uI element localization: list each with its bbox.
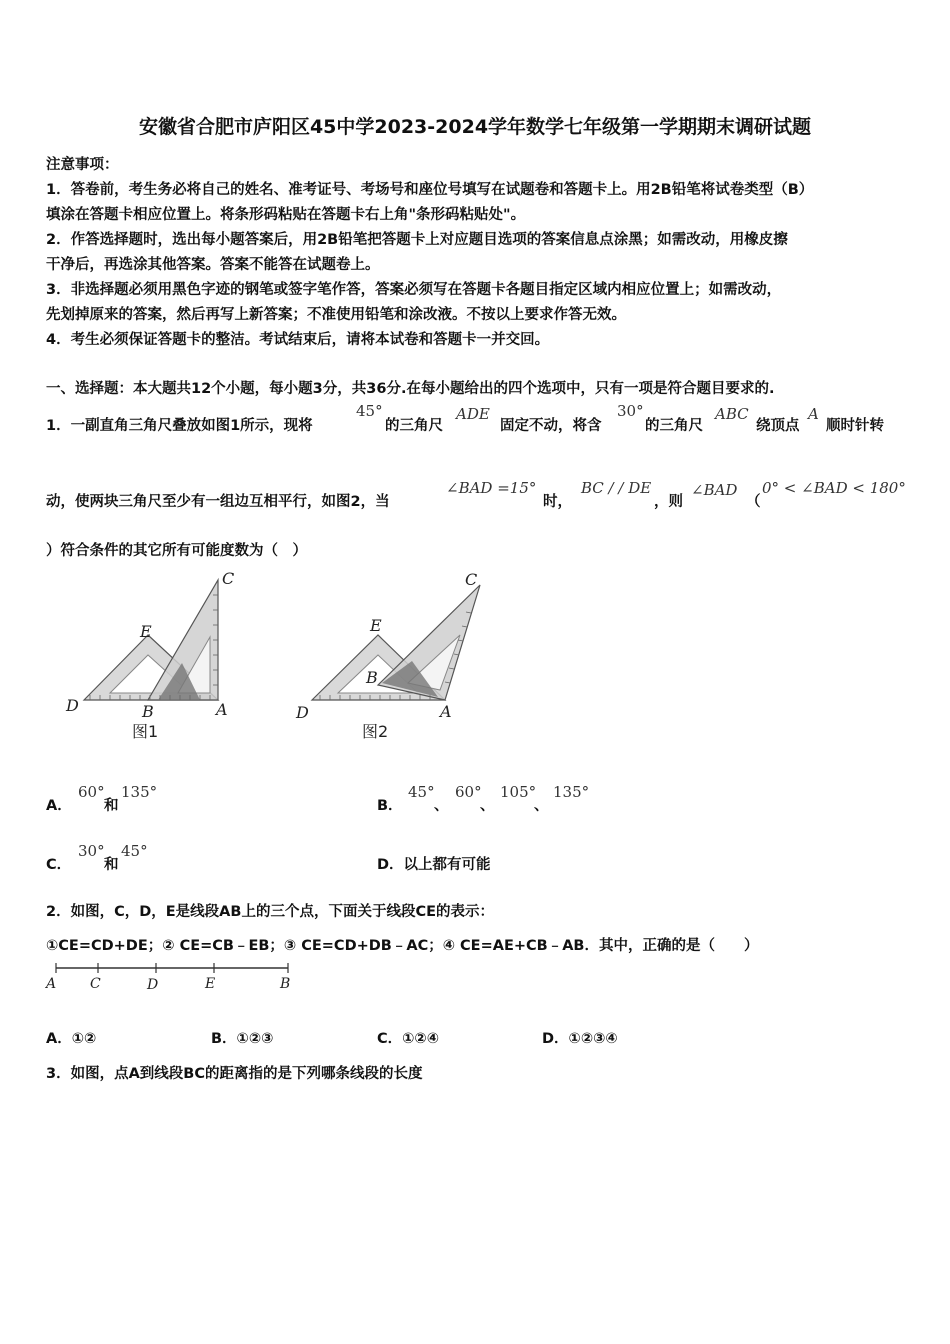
fig1-label-d: D <box>66 696 79 715</box>
q1-option-a-mid: 和 <box>104 798 119 814</box>
figure-2 <box>290 565 500 745</box>
q1-option-c-label: C． <box>46 857 72 873</box>
fig2-label-a: A <box>440 702 452 721</box>
seg-label-d: D <box>147 977 159 993</box>
q1-option-a-v2: 135° <box>121 783 158 801</box>
seg-label-e: E <box>205 976 216 992</box>
notes-line-4: 干净后，再选涂其他答案。答案不能答在试题卷上。 <box>46 257 380 273</box>
q1-math-ade: ADE <box>456 405 490 423</box>
seg-label-b: B <box>280 976 291 992</box>
q1-math-bcde: BC / / DE <box>581 479 652 497</box>
q1-option-c-mid: 和 <box>104 857 119 873</box>
q1-math-abc: ABC <box>715 405 749 423</box>
notes-line-7: 4．考生必须保证答题卡的整洁。考试结束后，请将本试卷和答题卡一并交回。 <box>46 332 550 348</box>
fig1-label-b: B <box>142 702 154 721</box>
q1-text-2c: ，则 <box>654 494 683 510</box>
fig2-label-e: E <box>370 616 382 635</box>
q1-option-b-v2: 60° <box>455 783 482 801</box>
fig2-label-d: D <box>296 703 309 722</box>
notes-line-1: 1．答卷前，考生务必将自己的姓名、准考证号、考场号和座位号填写在试题卷和答题卡上。用2B铅笔将试卷类型（B） <box>46 182 814 198</box>
q2-option-d: D．①②③④ <box>542 1031 618 1047</box>
q2-segment-figure <box>42 958 302 994</box>
q1-option-b-v1: 45° <box>408 783 435 801</box>
q1-math-30: 30° <box>617 402 644 420</box>
q1-text-1e: 绕顶点 <box>756 418 800 434</box>
q1-text-1d: 的三角尺 <box>645 418 703 434</box>
q1-option-b-label: B． <box>377 798 403 814</box>
notes-heading: 注意事项： <box>46 157 119 173</box>
q1-option-c-v2: 45° <box>121 842 148 860</box>
q1-text-1f: 顺时针转 <box>826 418 884 434</box>
fig2-caption: 图2 <box>362 722 389 741</box>
fig2-label-c: C <box>465 570 478 589</box>
q1-text-1b: 的三角尺 <box>385 418 443 434</box>
notes-line-5: 3．非选择题必须用黑色字迹的钢笔或签字笔作答，答案必须写在答题卡各题目指定区域内相应位置上；如需改动， <box>46 282 782 298</box>
q1-option-b-s3: 、 <box>534 798 549 814</box>
q2-option-c: C．①②④ <box>377 1031 439 1047</box>
q1-text-2a: 动，使两块三角尺至少有一组边互相平行，如图2，当 <box>46 494 390 510</box>
q1-math-range: 0° < ∠BAD < 180° <box>762 479 906 497</box>
q2-stem: 2．如图，C，D，E是线段AB上的三个点，下面关于线段CE的表示： <box>46 904 494 920</box>
q1-option-b-s2: 、 <box>480 798 495 814</box>
q2-items: ①CE=CD+DE；② CE=CB﹣EB；③ CE=CD+DB﹣AC；④ CE=AE+CB﹣AB．其中，正确的是（ ） <box>46 938 759 954</box>
fig2-label-b: B <box>366 668 378 687</box>
q2-option-a: A．①② <box>46 1031 97 1047</box>
notes-line-6: 先划掉原来的答案，然后再写上新答案；不准使用铅笔和涂改液。不按以上要求作答无效。 <box>46 307 626 323</box>
q1-text-1c: 固定不动，将含 <box>500 418 602 434</box>
q2-option-b: B．①②③ <box>211 1031 274 1047</box>
q1-option-b-v3: 105° <box>500 783 537 801</box>
notes-line-2: 填涂在答题卡相应位置上。将条形码粘贴在答题卡右上角"条形码粘贴处"。 <box>46 207 526 223</box>
figure-1 <box>60 565 260 745</box>
fig1-label-e: E <box>140 622 152 641</box>
q1-option-d: D．以上都有可能 <box>377 857 491 873</box>
page-title: 安徽省合肥市庐阳区45中学2023-2024学年数学七年级第一学期期末调研试题 <box>138 116 812 138</box>
q1-option-a-label: A． <box>46 798 72 814</box>
notes-line-3: 2．作答选择题时，选出每小题答案后，用2B铅笔把答题卡上对应题目选项的答案信息点涂黑；如需改动，用橡皮擦 <box>46 232 788 248</box>
fig1-label-c: C <box>222 569 235 588</box>
q1-option-b-s1: 、 <box>434 798 449 814</box>
q3-stem: 3．如图，点A到线段BC的距离指的是下列哪条线段的长度 <box>46 1066 423 1082</box>
q1-math-45: 45° <box>356 402 383 420</box>
seg-label-c: C <box>90 976 101 992</box>
q1-text-1a: 1．一副直角三角尺叠放如图1所示，现将 <box>46 418 313 434</box>
q1-math-bad: ∠BAD <box>691 481 738 499</box>
fig1-label-a: A <box>216 700 228 719</box>
section-heading: 一、选择题：本大题共12个小题，每小题3分，共36分.在每小题给出的四个选项中，只有一项是符合题目要求的. <box>46 381 775 397</box>
fig1-caption: 图1 <box>132 722 159 741</box>
seg-label-a: A <box>46 976 57 992</box>
q1-option-b-v4: 135° <box>553 783 590 801</box>
q1-math-bad15: ∠BAD =15° <box>446 479 537 497</box>
q1-option-a-v1: 60° <box>78 783 105 801</box>
q1-text-2d: （ <box>746 494 761 510</box>
q1-text-3: ）符合条件的其它所有可能度数为（ ） <box>46 543 307 559</box>
q1-math-a: A <box>808 405 819 423</box>
q1-text-2b: 时， <box>543 494 572 510</box>
q1-option-c-v1: 30° <box>78 842 105 860</box>
